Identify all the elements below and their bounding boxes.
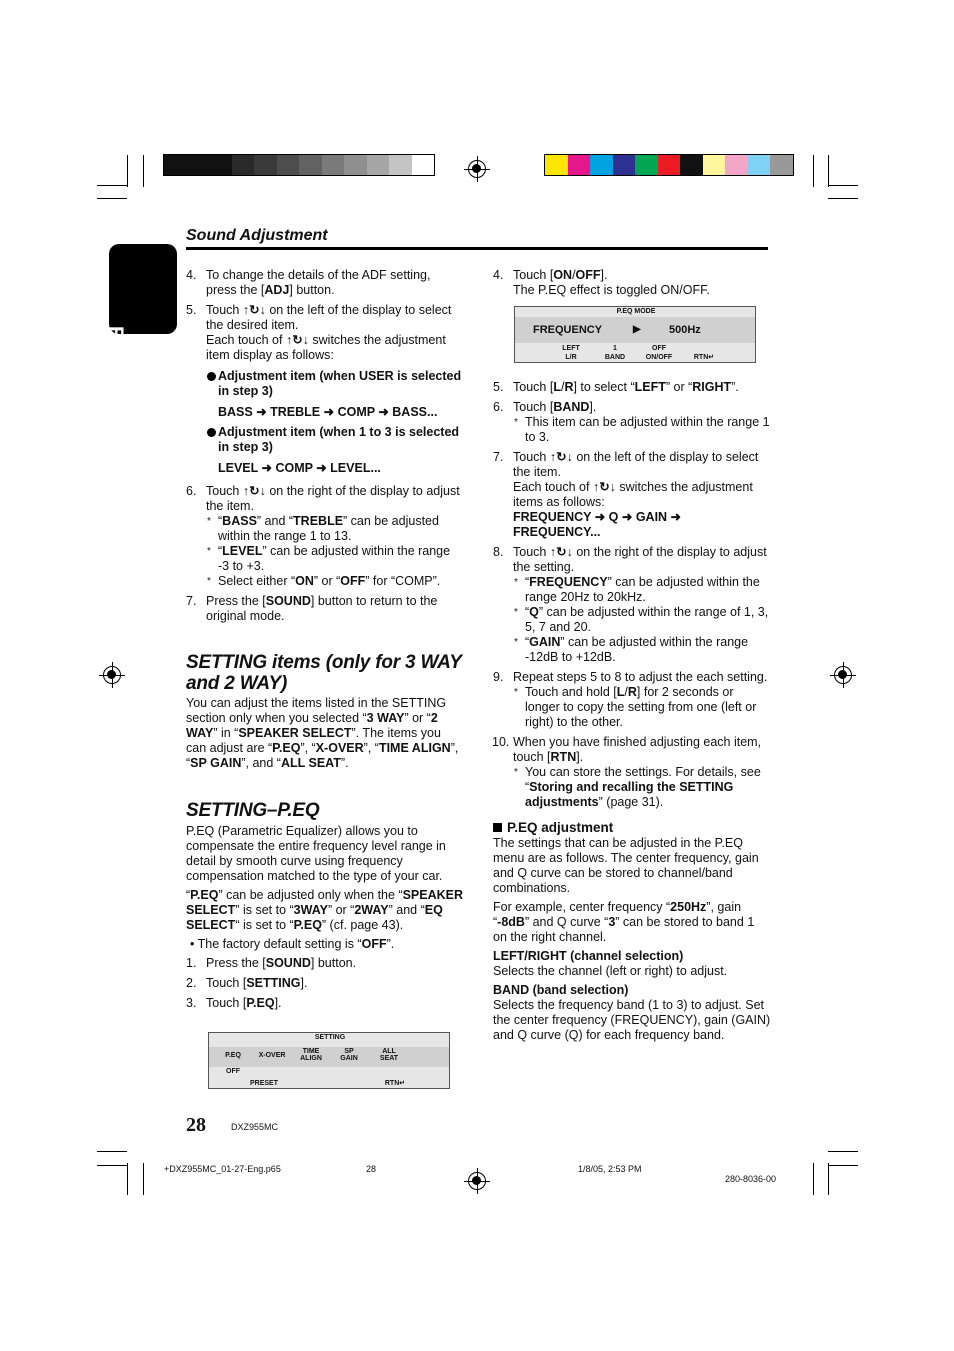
color-swatch	[680, 155, 703, 175]
time-align-button[interactable]: TIME ALIGN	[300, 1048, 322, 1062]
color-swatch	[568, 155, 591, 175]
registration-mark-icon	[103, 666, 121, 684]
note: * “BASS” and “TREBLE” can be adjusted within the range 1 to 13.	[206, 514, 464, 544]
registration-mark-icon	[468, 1172, 486, 1190]
xover-button[interactable]: X-OVER	[258, 1052, 286, 1059]
sequence-user: BASS ➜ TREBLE ➜ COMP ➜ BASS...	[218, 405, 438, 419]
lr-heading: LEFT/RIGHT (channel selection)	[493, 949, 684, 963]
step-4: 4. To change the details of the ADF setting, press the [ADJ] button.	[186, 268, 431, 297]
note: * “FREQUENCY” can be adjusted within the range 20Hz to 20kHz.	[513, 575, 771, 605]
peq-default: • The factory default setting is “OFF”.	[190, 937, 395, 951]
color-swatch	[322, 155, 345, 175]
band-button[interactable]: BAND	[604, 354, 626, 361]
crop-mark	[97, 1165, 127, 1166]
peq-condition: “P.EQ” can be adjusted only when the “SPEAKER SELECT” is set to “3WAY” or “2WAY” and “EQ SELECT“ is set to “P.EQ” (cf. page 43).	[186, 888, 464, 932]
color-swatch	[164, 155, 187, 175]
touch-arrows-icon: ↑↻↓	[285, 333, 309, 347]
play-arrow-icon: ▶	[633, 324, 641, 335]
preset-button[interactable]: PRESET	[249, 1080, 278, 1087]
crop-mark	[143, 155, 144, 187]
note: * Touch and hold [L/R] for 2 seconds or longer to copy the setting from one (left or right) to the other.	[513, 685, 771, 730]
crop-mark	[127, 155, 128, 187]
band-heading: BAND (band selection)	[493, 983, 629, 997]
peq-off-label: OFF	[226, 1068, 240, 1075]
note: * Select either “ON” or “OFF” for “COMP”.	[206, 574, 464, 589]
band-value: 1	[613, 345, 617, 352]
touch-arrows-icon: ↑↻↓	[592, 480, 616, 494]
crop-mark	[828, 155, 829, 187]
registration-mark-icon	[834, 666, 852, 684]
header-rule	[186, 247, 768, 250]
crop-mark	[813, 155, 814, 187]
step-6: 6. Touch ↑↻↓ on the right of the display to adjust the item. * “BASS” and “TREBLE” can be adjusted within the range 1 to 13. * “LEVEL” can be adjusted within the range -3 to +3. * Select either “ON” or “OFF” for “COMP”.	[186, 484, 464, 589]
left-column	[186, 268, 464, 629]
touch-arrows-icon: ↑↻↓	[549, 545, 573, 559]
onoff-value: OFF	[652, 345, 666, 352]
color-swatch	[344, 155, 367, 175]
peq-display	[514, 306, 756, 363]
square-bullet-icon	[493, 823, 502, 832]
footer-file: +DXZ955MC_01-27-Eng.p65	[164, 1164, 281, 1174]
registration-mark-icon	[468, 160, 486, 178]
color-swatch	[725, 155, 748, 175]
color-swatch	[613, 155, 636, 175]
crop-mark	[97, 185, 127, 186]
rtn-button[interactable]: RTN↵	[693, 354, 715, 361]
step-7: 7. Press the [SOUND] button to return to the original mode.	[186, 594, 438, 623]
touch-arrows-icon: ↑↻↓	[549, 450, 573, 464]
setting-items-paragraph: You can adjust the items listed in the SETTING section only when you selected “3 WAY” or “2 WAY” in “SPEAKER SELECT”. The items you can adjust are “P.EQ”, “X-OVER”, “TIME ALIGN”, “SP GAIN”, and “ALL SEAT”.	[186, 696, 459, 770]
language-tab	[104, 244, 177, 406]
bullet-1to3: Adjustment item (when 1 to 3 is selected in step 3)	[206, 425, 464, 455]
peq-section	[186, 824, 464, 1016]
peq-display-title: P.EQ MODE	[616, 308, 656, 315]
section-header: Sound Adjustment	[186, 227, 328, 244]
language-tab-label: English	[104, 326, 127, 406]
color-swatch	[748, 155, 771, 175]
color-swatch	[277, 155, 300, 175]
color-swatch	[389, 155, 412, 175]
right-column-top	[493, 268, 771, 303]
setting-display-title: SETTING	[314, 1034, 346, 1041]
heading-setting-items: SETTING items (only for 3 WAY and 2 WAY)	[186, 652, 462, 694]
color-swatch	[209, 155, 232, 175]
step-5: 5. Touch ↑↻↓ on the left of the display to select the desired item. Each touch of ↑↻↓ switches the adjustment item display as follows: Adjustment item (when USER is selected in step 3) BASS ➜ TREBLE ➜ COMP ➜ BASS... Adjustment item (when 1 to 3 is selected in step 3) LEVEL ➜ COMP ➜ LEVEL...	[186, 303, 464, 476]
note: * “GAIN” can be adjusted within the range -12dB to +12dB.	[513, 635, 771, 665]
color-swatch	[545, 155, 568, 175]
bullet-user: Adjustment item (when USER is selected in step 3)	[206, 369, 464, 399]
step-7-right: 7. Touch ↑↻↓ on the left of the display to select the item. Each touch of ↑↻↓ switches the adjustment items as follows: FREQUENCY ➜ Q ➜ GAIN ➜ FREQUENCY...	[493, 450, 759, 539]
step-6-right: 6. Touch [BAND]. * This item can be adjusted within the range 1 to 3.	[493, 400, 771, 445]
color-swatch	[367, 155, 390, 175]
color-swatch	[254, 155, 277, 175]
crop-mark	[143, 1163, 144, 1195]
peq-description: P.EQ (Parametric Equalizer) allows you to compensate the entire frequency level range in detail by smooth curve using frequency compensation matched to the type of your car.	[186, 824, 446, 883]
color-swatch	[412, 155, 435, 175]
page-number: 28	[186, 1114, 206, 1136]
footer-page: 28	[366, 1164, 377, 1174]
touch-arrows-icon: ↑↻↓	[242, 484, 266, 498]
note: * You can store the settings. For details, see “Storing and recalling the SETTING adjustments” (page 31).	[513, 765, 771, 810]
peq-button[interactable]: P.EQ	[225, 1052, 241, 1059]
peq-adjustment-heading: P.EQ adjustment	[493, 820, 771, 836]
crop-mark	[828, 1151, 858, 1152]
heading-setting-peq: SETTING–P.EQ	[186, 800, 320, 821]
step-1: 1. Press the [SOUND] button.	[186, 956, 357, 970]
lr-value: LEFT	[562, 345, 580, 352]
right-column-steps	[493, 380, 771, 1047]
setting-display	[208, 1032, 450, 1089]
note: * “Q” can be adjusted within the range of 1, 3, 5, 7 and 20.	[513, 605, 771, 635]
color-swatch	[232, 155, 255, 175]
crop-mark	[813, 1163, 814, 1195]
step-9-right: 9. Repeat steps 5 to 8 to adjust the each setting. * Touch and hold [L/R] for 2 seconds or longer to copy the setting from one (left or right) to the other.	[493, 670, 771, 730]
crop-mark	[828, 198, 858, 199]
color-swatch	[299, 155, 322, 175]
step-10-right: 10. When you have finished adjusting each item, touch [RTN]. * You can store the settings. For details, see “Storing and recalling the SETTING adjustments” (page 31).	[493, 735, 771, 810]
band-text: Selects the frequency band (1 to 3) to adjust. Set the center frequency (FREQUENCY), gain (GAIN) and Q curve (Q) for each frequency band.	[493, 998, 771, 1042]
touch-arrows-icon: ↑↻↓	[242, 303, 266, 317]
grayscale-bar	[163, 154, 435, 176]
note: * This item can be adjusted within the range 1 to 3.	[513, 415, 771, 445]
color-swatch	[590, 155, 613, 175]
crop-mark	[97, 1151, 127, 1152]
step-2: 2. Touch [SETTING].	[186, 976, 308, 990]
model-number: DXZ955MC	[231, 1122, 279, 1132]
crop-mark	[97, 198, 127, 199]
note: * “LEVEL” can be adjusted within the range -3 to +3.	[206, 544, 464, 574]
lr-button[interactable]: L/R	[565, 354, 577, 361]
sp-gain-button[interactable]: SP GAIN	[340, 1048, 358, 1062]
color-swatch	[658, 155, 681, 175]
footer-code: 280-8036-00	[725, 1174, 777, 1184]
color-swatch	[770, 155, 793, 175]
peq-adjustment-description: The settings that can be adjusted in the P.EQ menu are as follows. The center frequency, gain and Q curve can be stored to channel/band combinations.	[493, 836, 759, 895]
step-4-right: 4. Touch [ON/OFF]. The P.EQ effect is toggled ON/OFF.	[493, 268, 710, 297]
step-8-right: 8. Touch ↑↻↓ on the right of the display to adjust the setting. * “FREQUENCY” can be adjusted within the range 20Hz to 20kHz. * “Q” can be adjusted within the range of 1, 3, 5, 7 and 20. * “GAIN” can be adjusted within the range -12dB to +12dB.	[493, 545, 771, 665]
color-swatch	[187, 155, 210, 175]
lr-text: Selects the channel (left or right) to adjust.	[493, 964, 728, 978]
frequency-label: FREQUENCY	[533, 324, 603, 336]
step-5-right: 5. Touch [L/R] to select “LEFT” or “RIGHT”.	[493, 380, 739, 394]
crop-mark	[127, 1163, 128, 1195]
step-3: 3. Touch [P.EQ].	[186, 996, 282, 1010]
crop-mark	[828, 185, 858, 186]
peq-adjustment-example: For example, center frequency “250Hz”, gain “-8dB” and Q curve “3” can be stored to band 1 on the right channel.	[493, 900, 755, 944]
onoff-button[interactable]: ON/OFF	[645, 354, 673, 361]
rtn-button[interactable]: RTN↵	[384, 1080, 406, 1087]
all-seat-button[interactable]: ALL SEAT	[379, 1048, 399, 1062]
crop-mark	[828, 1163, 829, 1195]
frequency-value: 500Hz	[669, 324, 701, 336]
color-bar	[544, 154, 794, 176]
color-swatch	[635, 155, 658, 175]
sequence-1to3: LEVEL ➜ COMP ➜ LEVEL...	[218, 461, 381, 475]
crop-mark	[828, 1165, 858, 1166]
color-swatch	[703, 155, 726, 175]
footer-date: 1/8/05, 2:53 PM	[578, 1164, 642, 1174]
